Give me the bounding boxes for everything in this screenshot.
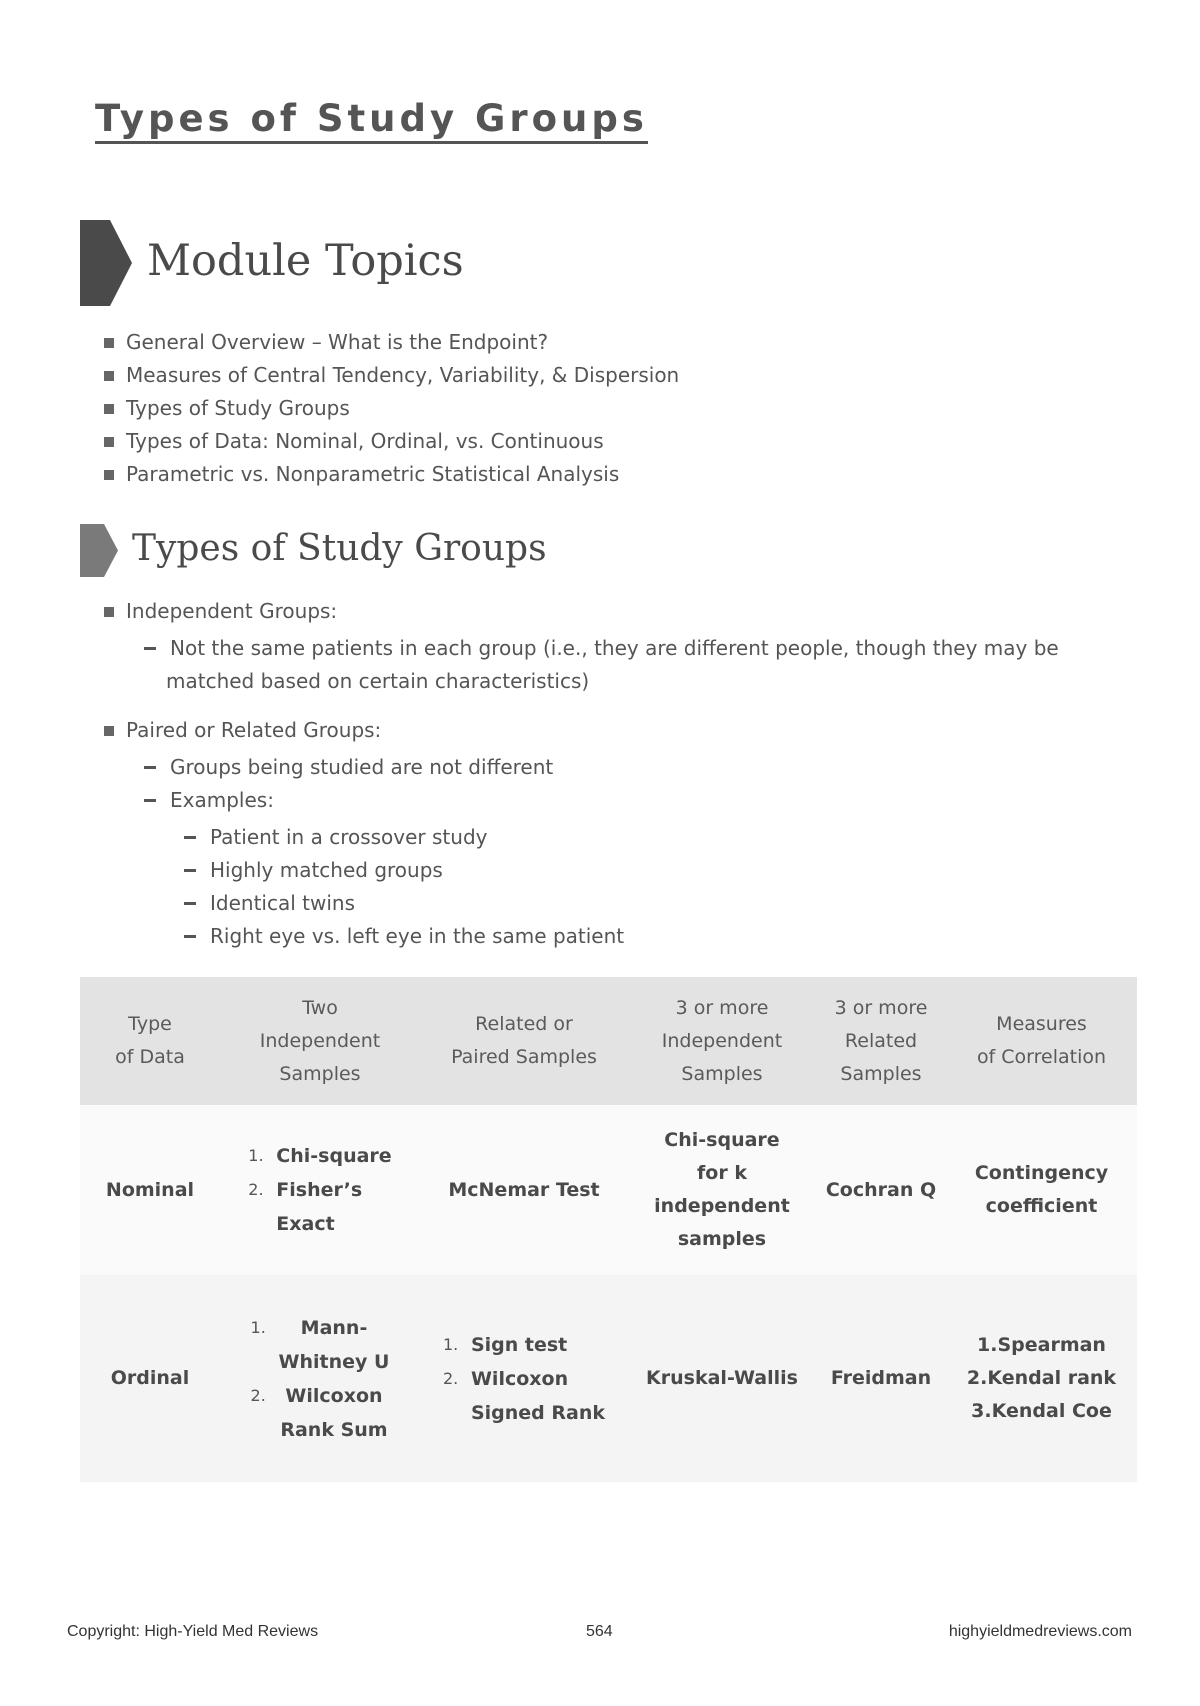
section-marker-icon (80, 524, 118, 577)
paired-groups-item: Paired or Related Groups: (104, 714, 1059, 747)
dash-bullet-icon (144, 647, 156, 650)
paired-sub-item: Examples: (104, 784, 1059, 817)
example-item: Highly matched groups (104, 854, 1059, 887)
col-header-related: Related or Paired Samples (420, 977, 628, 1105)
square-bullet-icon (104, 470, 114, 480)
cell-three-related: Cochran Q (816, 1105, 946, 1275)
independent-sub-item-cont: matched based on certain characteristics) (166, 669, 590, 693)
module-topics-list (104, 326, 679, 491)
footer-copyright: Copyright: High-Yield Med Reviews (67, 1623, 319, 1640)
list-item: Types of Data: Nominal, Ordinal, vs. Continuous (104, 425, 679, 458)
dash-bullet-icon (184, 869, 196, 872)
col-header-three-independent: 3 or more Independent Samples (628, 977, 816, 1105)
square-bullet-icon (104, 371, 114, 381)
cell-correlation: Contingency coefficient (946, 1105, 1137, 1275)
study-groups-content (104, 595, 1059, 948)
col-header-correlation: Measures of Correlation (946, 977, 1137, 1105)
cell-type: Ordinal (80, 1275, 220, 1482)
section-marker-icon (80, 220, 132, 306)
col-header-two-independent: Two Independent Samples (220, 977, 420, 1105)
square-bullet-icon (104, 607, 114, 617)
cell-two-independent: 1. Mann- Whitney U 2. Wilcoxon Rank Sum (220, 1275, 420, 1482)
page-title: Types of Study Groups (95, 100, 648, 144)
square-bullet-icon (104, 437, 114, 447)
table-header-row (80, 977, 1137, 1105)
cell-related: 1. Sign test 2. Wilcoxon Signed Rank (420, 1275, 628, 1482)
independent-sub-item: Not the same patients in each group (i.e., they are different people, though they may be (104, 632, 1059, 665)
dash-bullet-icon (144, 799, 156, 802)
example-item: Identical twins (104, 887, 1059, 920)
dash-bullet-icon (144, 766, 156, 769)
cell-three-independent: Kruskal-Wallis (628, 1275, 816, 1482)
footer-page-number: 564 (586, 1623, 613, 1640)
dash-bullet-icon (184, 836, 196, 839)
list-item: General Overview – What is the Endpoint? (104, 326, 679, 359)
module-topics-heading: Module Topics (147, 236, 464, 286)
list-item: Measures of Central Tendency, Variability, & Dispersion (104, 359, 679, 392)
example-item: Patient in a crossover study (104, 821, 1059, 854)
cell-related: McNemar Test (420, 1105, 628, 1275)
table-row (80, 1105, 1137, 1275)
dash-bullet-icon (184, 902, 196, 905)
cell-two-independent: 1. Chi-square 2. Fisher’s Exact (220, 1105, 420, 1275)
square-bullet-icon (104, 726, 114, 736)
square-bullet-icon (104, 338, 114, 348)
dash-bullet-icon (184, 935, 196, 938)
cell-three-independent: Chi-square for k independent samples (628, 1105, 816, 1275)
col-header-three-related: 3 or more Related Samples (816, 977, 946, 1105)
example-item: Right eye vs. left eye in the same patient (104, 920, 1059, 953)
footer-website: highyieldmedreviews.com (948, 1623, 1132, 1640)
cell-correlation: 1.Spearman 2.Kendal rank 3.Kendal Coe (946, 1275, 1137, 1482)
table-row (80, 1275, 1137, 1482)
paired-sub-item: Groups being studied are not different (104, 751, 1059, 784)
list-item: Types of Study Groups (104, 392, 679, 425)
study-groups-heading: Types of Study Groups (132, 528, 547, 569)
cell-type: Nominal (80, 1105, 220, 1275)
statistical-tests-table (80, 977, 1137, 1482)
independent-groups-item: Independent Groups: (104, 595, 1059, 628)
square-bullet-icon (104, 404, 114, 414)
cell-three-related: Freidman (816, 1275, 946, 1482)
col-header-type: Type of Data (80, 977, 220, 1105)
list-item: Parametric vs. Nonparametric Statistical Analysis (104, 458, 679, 491)
